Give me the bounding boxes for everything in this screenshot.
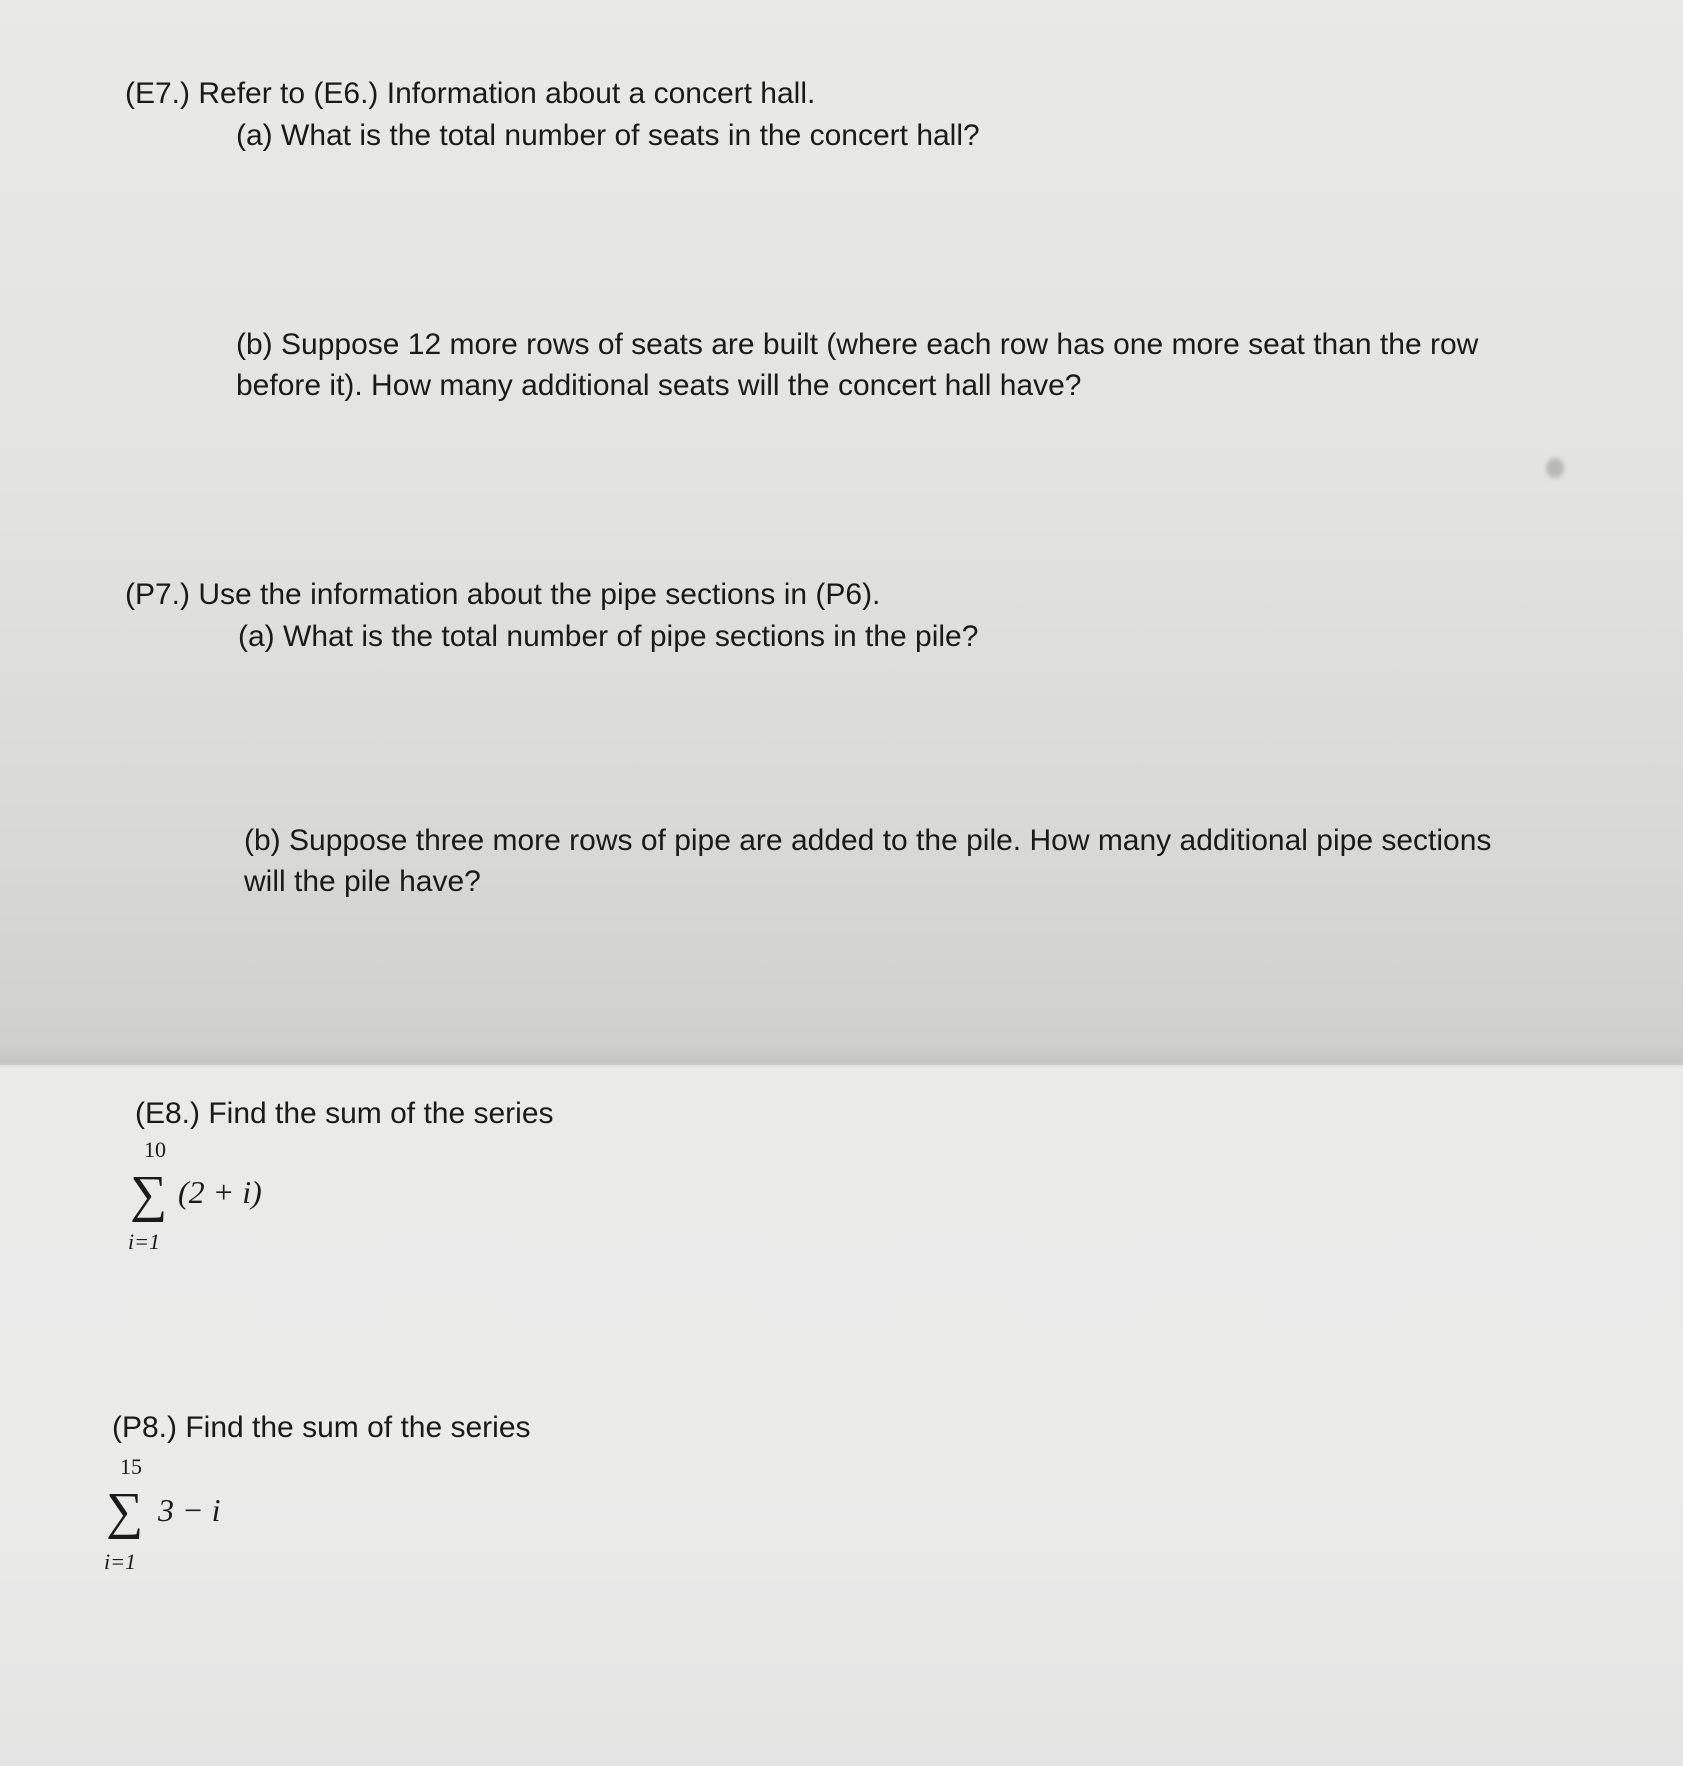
p8-lower-limit: i=1 (104, 1549, 136, 1574)
e8-heading: (E8.) Find the sum of the series (135, 1097, 554, 1130)
e8-sigma-symbol: ∑ (130, 1166, 168, 1223)
paper-spot (1546, 458, 1564, 478)
e7-part-b-line1: (b) Suppose 12 more rows of seats are built (where each row has one more seat than the row (236, 328, 1479, 361)
p8-upper-limit: 15 (120, 1454, 142, 1479)
p7-part-b-line1: (b) Suppose three more rows of pipe are added to the pile. How many additional pipe sections (244, 824, 1492, 857)
p8-heading: (P8.) Find the sum of the series (112, 1411, 531, 1444)
p7-part-a: (a) What is the total number of pipe sections in the pile? (238, 620, 979, 653)
p7-part-b-line2: will the pile have? (244, 865, 481, 898)
p8-summand: 3 − i (158, 1492, 221, 1528)
e8-lower-limit: i=1 (128, 1229, 160, 1254)
e8-upper-limit: 10 (144, 1137, 166, 1162)
e7-heading: (E7.) Refer to (E6.) Information about a concert hall. (125, 77, 816, 110)
p7-heading: (P7.) Use the information about the pipe sections in (P6). (125, 578, 881, 611)
paper-fold (0, 1040, 1683, 1070)
p8-sigma-symbol: ∑ (106, 1483, 144, 1540)
e7-part-b-line2: before it). How many additional seats will the concert hall have? (236, 369, 1082, 402)
e7-part-a: (a) What is the total number of seats in the concert hall? (236, 119, 980, 152)
e8-summand: (2 + i) (178, 1174, 262, 1210)
